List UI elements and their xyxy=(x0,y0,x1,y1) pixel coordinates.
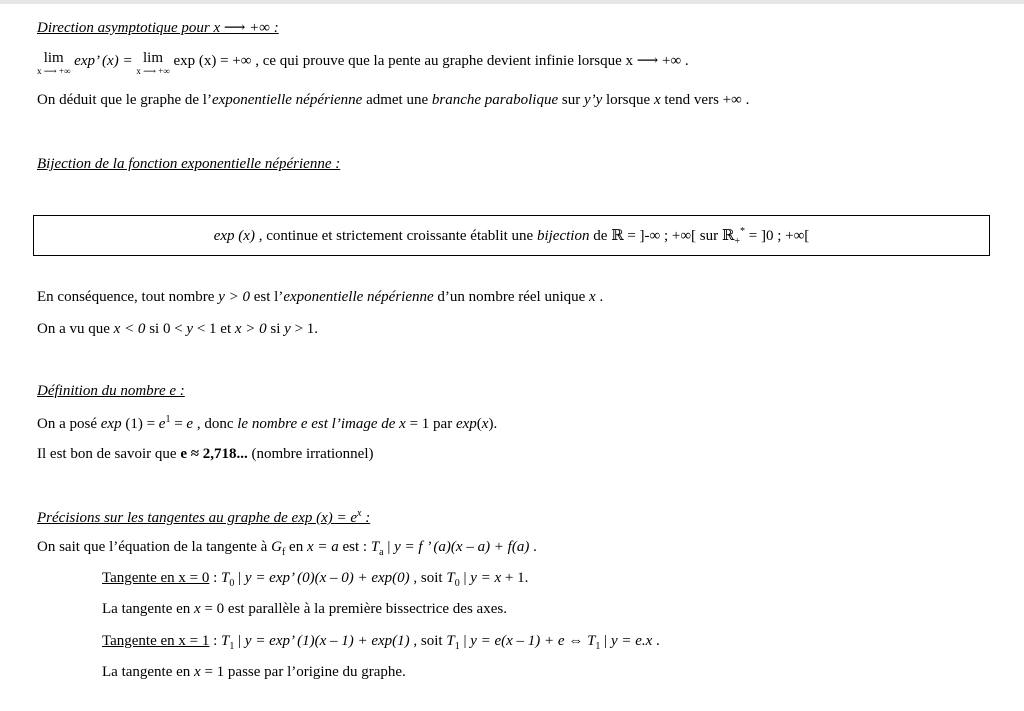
tangent-x1-note: La tangente en x = 1 passe par l’origine du graphe. xyxy=(102,664,406,680)
tangent-x1-line: Tangente en x = 1 : $T_1$ | y = exp’ (1)(x – 1) + exp(1) , soit $T_1$ | y = e(x – 1) + e ⇔ $T_1$ | y = e.x . xyxy=(102,633,660,652)
tangent-x0-note: La tangente en x = 0 est parallèle à la première bissectrice des axes. xyxy=(102,601,507,617)
limit-line: lim x ⟶ +∞ exp’ (x) = lim x ⟶ +∞ exp (x) = +∞ , ce qui prouve que la pente au graphe devient infinie lorsque x ⟶ +∞ . xyxy=(37,50,689,76)
definition-e-line: On a posé $\exp (1) = e^1 = e$ , donc le nombre e est l’image de x = 1 par exp(x). xyxy=(37,414,498,432)
tangent-x0-line: Tangente en x = 0 : $T_0$ | y = exp’ (0)(x – 0) + exp(0) , soit $T_0$ | y = x + 1. xyxy=(102,570,529,589)
top-border xyxy=(0,0,1024,4)
heading-bijection: Bijection de la fonction exponentielle népérienne : xyxy=(37,156,341,172)
consequence-line: En conséquence, tout nombre y > 0 est l’exponentielle népérienne d’un nombre réel unique x . xyxy=(37,289,604,305)
heading-tangentes: Précisions sur les tangentes au graphe de $\exp (x) = e^x$ : xyxy=(37,508,371,526)
heading-direction-asymptotique: Direction asymptotique pour x ⟶ +∞ : xyxy=(37,20,279,36)
heading-definition-e: Définition du nombre e : xyxy=(37,383,185,399)
value-e-line: Il est bon de savoir que e ≈ 2,718... (nombre irrationnel) xyxy=(37,446,374,462)
sign-line: On a vu que x < 0 si 0 < y < 1 et x > 0 si y > 1. xyxy=(37,321,319,337)
lim-operator-1: lim x ⟶ +∞ xyxy=(37,50,71,76)
lim-operator-2: lim x ⟶ +∞ xyxy=(136,50,170,76)
parabolic-branch-line: On déduit que le graphe de l’exponentielle népérienne admet une branche parabolique sur y’y lorsque x tend vers +∞ . xyxy=(37,92,750,108)
tangent-equation-line: On sait que l’équation de la tangente à $G_f$ en x = a est : $T_a$ | y = f ’ (a)(x – a) + f(a) . xyxy=(37,539,537,558)
bijection-box: exp (x) , continue et strictement croissante établit une bijection de ℝ = ]-∞ ; +∞[ sur ℝ$_+$* = ]0 ; +∞[ xyxy=(33,215,990,256)
